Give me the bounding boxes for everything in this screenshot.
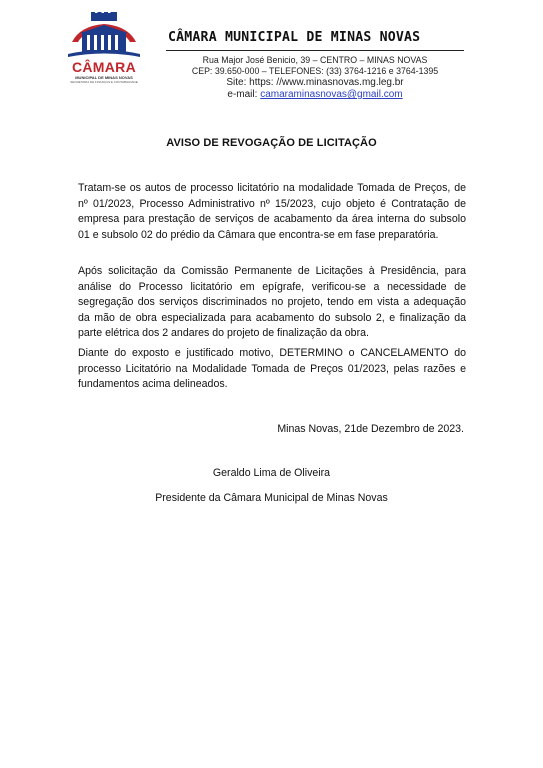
logo-subtitle: MUNICIPAL DE MINAS NOVAS — [75, 75, 133, 80]
logo-wordmark: CÂMARA — [71, 59, 136, 75]
signer-role: Presidente da Câmara Municipal de Minas Novas — [155, 492, 388, 504]
notice-title: AVISO DE REVOGAÇÃO DE LICITAÇÃO — [166, 137, 377, 149]
letterhead-site: Site: https: //www.minasnovas.mg.leg.br — [226, 77, 404, 88]
notice-paragraph: Tratam-se os autos de processo licitatório na modalidade Tomada de Preços, de nº 01/2023, Processo Administrativo nº 15/2023, cujo objeto é Contratação de empresa para prestação de serviços de acabamento da área interna do subsolo 01 e subsolo 02 do prédio da Câmara que encontra-se em fase preparatória. — [78, 182, 466, 241]
notice-date: Minas Novas, 21de Dezembro de 2023. — [277, 423, 464, 435]
letterhead-divider — [166, 50, 464, 51]
logo-tagline: SECRETARIA DE FINANÇAS E CONTABILIDADE — [70, 80, 138, 84]
chamber-logo — [58, 12, 150, 86]
letterhead-title: CÂMARA MUNICIPAL DE MINAS NOVAS — [168, 30, 421, 45]
letterhead-email — [166, 89, 464, 100]
email-link[interactable]: camaraminasnovas@gmail.com — [260, 89, 403, 100]
notice-paragraph: Após solicitação da Comissão Permanente de Licitações à Presidência, para análise do Processo licitatório em epígrafe, verificou-se a necessidade de segregação dos serviços discriminados no projeto, tendo em vista a adequação da mão de obra especializada para acabamento do subsolo 2, e finalização da parte elétrica dos 2 andares do projeto de finalização da obra. — [78, 265, 466, 340]
notice-paragraph: Diante do exposto e justificado motivo, DETERMINO o CANCELAMENTO do processo Licitatório na Modalidade Tomada de Preços 01/2023, pelas razões e fundamentos acima delineados. — [78, 347, 466, 391]
email-label: e-mail: — [227, 89, 261, 100]
signer-name: Geraldo Lima de Oliveira — [212, 467, 331, 479]
letterhead-address: Rua Major José Benicio, 39 – CENTRO – MINAS NOVAS — [202, 55, 428, 65]
letterhead-contacts: CEP: 39.650-000 – TELEFONES: (33) 3764-1216 e 3764-1395 — [191, 66, 439, 76]
